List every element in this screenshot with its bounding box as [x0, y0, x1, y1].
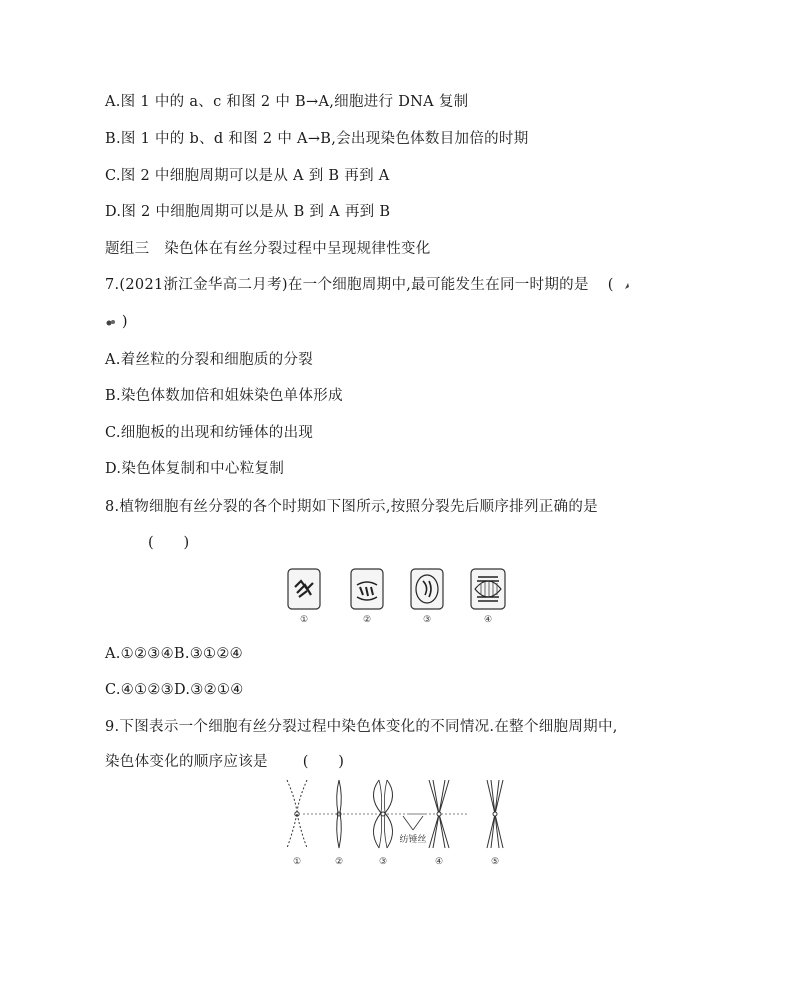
q8-label-3: ③ [422, 615, 432, 625]
q9-label-3: ③ [378, 857, 388, 867]
answer-mark-icon [105, 317, 117, 327]
q7-stem-text: 7.(2021浙江金华高二月考)在一个细胞周期中,最可能发生在同一时期的是 [105, 277, 589, 293]
q7-paren-close: ) [121, 314, 128, 330]
q8-label-4: ④ [483, 615, 493, 625]
q8-options-ab: A.①②③④B.③①②④ [105, 646, 243, 662]
q8-figure [285, 567, 525, 627]
cell-diagram-1 [288, 569, 320, 609]
q9-label-5: ⑤ [490, 857, 500, 867]
q7-option-d: D.染色体复制和中心粒复制 [105, 461, 285, 477]
q6-option-d: D.图 2 中细胞周期可以是从 B 到 A 再到 B [105, 204, 391, 220]
q7-option-a: A.着丝粒的分裂和细胞质的分裂 [105, 352, 314, 368]
cell-diagram-4 [471, 569, 505, 609]
q8-label-2: ② [362, 615, 372, 625]
q8-label-1: ① [299, 615, 309, 625]
q9-label-2: ② [334, 857, 344, 867]
q7-paren-open: ( [607, 277, 614, 293]
q8-options-cd: C.④①②③D.③②①④ [105, 682, 244, 698]
q9-figure [283, 778, 523, 868]
chromosome-stage-5 [487, 780, 503, 848]
q7-stem [105, 275, 629, 295]
q9-label-4: ④ [434, 857, 444, 867]
q9-stem-text: 染色体变化的顺序应该是 [105, 754, 268, 770]
q6-option-a: A.图 1 中的 a、c 和图 2 中 B→A,细胞进行 DNA 复制 [105, 94, 469, 110]
q7-option-b: B.染色体数加倍和姐妹染色单体形成 [105, 388, 343, 404]
q9-answer-paren: ( ) [302, 754, 345, 770]
cell-diagram-2 [351, 569, 383, 609]
q8-stem: 8.植物细胞有丝分裂的各个时期如下图所示,按照分裂先后顺序排列正确的是 [105, 499, 598, 515]
q9-stem-line2 [105, 752, 344, 772]
cell-diagram-3 [411, 569, 443, 609]
q8-answer-paren: ( ) [148, 535, 190, 551]
q6-option-c: C.图 2 中细胞周期可以是从 A 到 B 再到 A [105, 168, 390, 184]
q9-label-1: ① [292, 857, 302, 867]
group3-title: 题组三 染色体在有丝分裂过程中呈现规律性变化 [105, 241, 431, 257]
spindle-pointer [403, 816, 423, 830]
q7-stem-cont [105, 312, 128, 332]
q7-option-c: C.细胞板的出现和纺锤体的出现 [105, 425, 314, 441]
spindle-label: 纺锤丝 [399, 835, 427, 845]
q6-option-b: B.图 1 中的 b、d 和图 2 中 A→B,会出现染色体数目加倍的时期 [105, 131, 529, 147]
q9-stem-line1: 9.下图表示一个细胞有丝分裂过程中染色体变化的不同情况.在整个细胞周期中, [105, 719, 618, 735]
answer-mark-icon [623, 281, 633, 291]
